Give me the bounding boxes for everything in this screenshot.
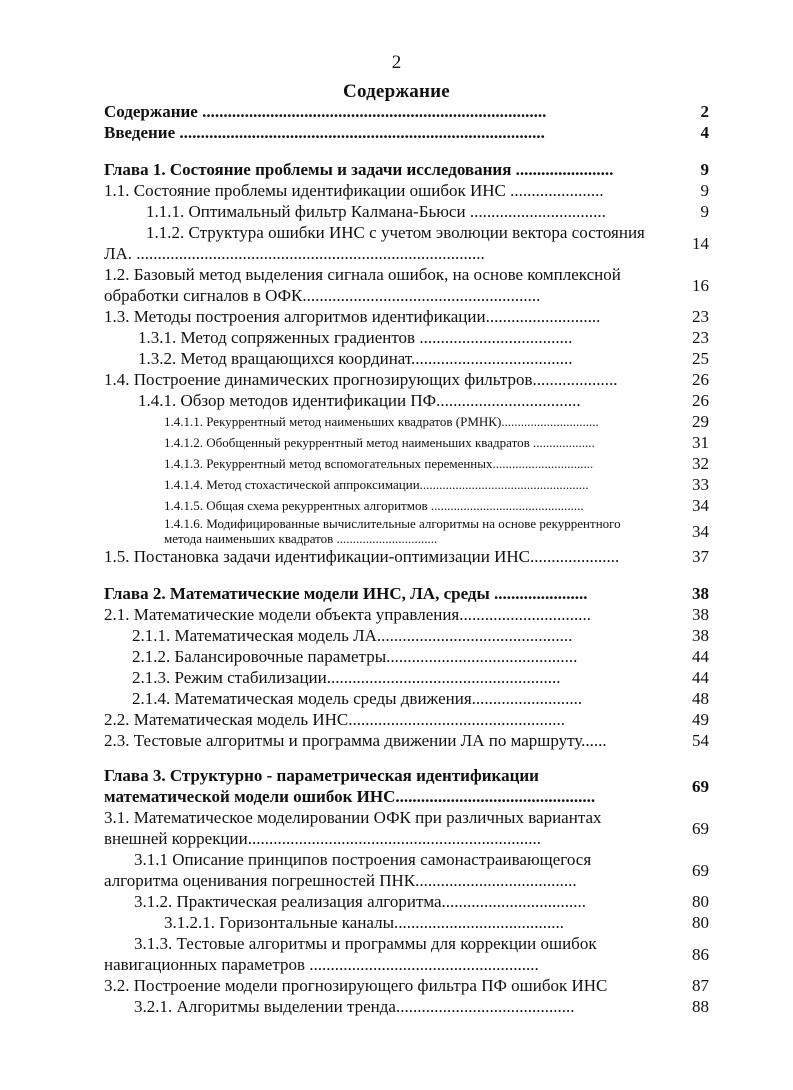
toc-entry-page: 34 [692, 521, 709, 541]
page-title: Содержание [343, 81, 450, 102]
page-number: 2 [391, 52, 402, 73]
toc-entry [104, 807, 709, 849]
toc-entry-title: 3.2. Построение модели прогнозирующего фильтра ПФ ошибок ИНС [104, 976, 608, 995]
toc-entry-title: 1.2. Базовый метод выделения сигнала ошибок, на основе комплексной обработки сигналов в ОФК........................................................ [104, 265, 621, 305]
toc-entry-page: 25 [692, 349, 709, 368]
toc-entry-title: 1.4.1.6. Модифицированные вычислительные алгоритмы на основе рекуррентного метода наименьших квадратов ............................... [164, 516, 621, 546]
toc-entry [104, 411, 709, 432]
toc-entry-page: 26 [692, 370, 709, 389]
toc-entry-title: 3.2.1. Алгоритмы выделении тренда.......................................... [134, 997, 575, 1016]
toc-entry-title: 1.5. Постановка задачи идентификации-оптимизации ИНС..................... [104, 547, 620, 566]
toc-entry [104, 546, 709, 567]
toc-entry-title: 2.1.2. Балансировочные параметры............................................. [132, 647, 578, 666]
toc-entry-page: 86 [692, 944, 709, 964]
toc-entry [104, 180, 709, 201]
toc-entry [104, 122, 709, 143]
toc-entry-title: 2.1.1. Математическая модель ЛА.............................................. [132, 626, 573, 645]
toc-entry-title: 1.3.2. Метод вращающихся координат...................................... [138, 349, 573, 368]
toc-entry [104, 306, 709, 327]
toc-entry [104, 516, 709, 546]
toc-entry-page: 54 [692, 731, 709, 750]
toc-entry [104, 849, 709, 891]
toc-entry-title: 3.1.3. Тестовые алгоритмы и программы для коррекции ошибок навигационных параметров ...................................................... [104, 934, 597, 974]
toc-entry-page: 44 [692, 647, 709, 666]
toc-entry-page: 80 [692, 913, 709, 932]
toc-entry [104, 933, 709, 975]
toc-entry-title: 2.1. Математические модели объекта управления............................... [104, 605, 591, 624]
toc-entry [104, 996, 709, 1017]
toc-entry-page: 33 [692, 475, 709, 494]
toc-entry [104, 975, 709, 996]
toc-entry-page: 32 [692, 454, 709, 473]
toc-entry [104, 495, 709, 516]
toc-entry-title: Глава 2. Математические модели ИНС, ЛА, среды ...................... [104, 584, 588, 603]
toc-entry-page: 87 [692, 976, 709, 995]
toc-entry [104, 912, 709, 933]
toc-entry-page: 29 [692, 412, 709, 431]
toc-entry-page: 37 [692, 547, 709, 566]
toc-entry-title: 1.4.1.5. Общая схема рекуррентных алгоритмов ............................................... [164, 498, 584, 513]
toc-entry-page: 88 [692, 997, 709, 1016]
toc-entry [104, 646, 709, 667]
toc-entry-title: 1.1.1. Оптимальный фильтр Калмана-Бьюси ................................ [146, 202, 606, 221]
toc-entry [104, 625, 709, 646]
toc-entry-page: 26 [692, 391, 709, 410]
toc-entry [104, 891, 709, 912]
toc-entry [104, 369, 709, 390]
toc-entry-title: 2.3. Тестовые алгоритмы и программа движении ЛА по маршруту...... [104, 731, 607, 750]
toc-entry-page: 9 [700, 202, 709, 221]
toc-entry-title: 1.3. Методы построения алгоритмов идентификации........................... [104, 307, 601, 326]
toc-entry-title: Глава 1. Состояние проблемы и задачи исследования ....................... [104, 160, 614, 179]
toc-entry-title: 1.4.1. Обзор методов идентификации ПФ.................................. [138, 391, 581, 410]
toc-entry-page: 14 [692, 233, 709, 253]
toc-entry-page: 80 [692, 892, 709, 911]
toc-entry-page: 4 [700, 123, 709, 142]
toc-entry-page: 48 [692, 689, 709, 708]
toc-entry-page: 69 [692, 860, 709, 880]
toc-entry [104, 730, 709, 751]
toc-entry [104, 709, 709, 730]
toc-entry-title: 1.4.1.1. Рекуррентный метод наименьших квадратов (РМНК).............................. [164, 414, 599, 429]
toc-entry-title: Глава 3. Структурно - параметрическая идентификации математической модели ошибок ИНС............................................... [104, 766, 596, 806]
toc-entry-page: 38 [692, 584, 709, 603]
toc-entry-page: 38 [692, 605, 709, 624]
toc-entry [104, 159, 709, 180]
toc-entry [104, 667, 709, 688]
toc-entry [104, 222, 709, 264]
toc-entry [104, 688, 709, 709]
toc-entry-page: 31 [692, 433, 709, 452]
toc-entry [104, 474, 709, 495]
toc-entry-page: 69 [692, 818, 709, 838]
toc-entry-title: 2.1.3. Режим стабилизации....................................................... [132, 668, 561, 687]
toc-entry-page: 38 [692, 626, 709, 645]
toc-entry [104, 101, 709, 122]
toc-entry-title: 1.1. Состояние проблемы идентификации ошибок ИНС ...................... [104, 181, 604, 200]
toc-entry-title: 2.1.4. Математическая модель среды движения.......................... [132, 689, 583, 708]
table-of-contents [104, 101, 709, 1017]
toc-entry-title: 1.4.1.2. Обобщенный рекуррентный метод наименьших квадратов ................... [164, 435, 595, 450]
toc-entry [104, 348, 709, 369]
toc-entry-title: 1.4.1.4. Метод стохастической аппроксимации.................................................... [164, 477, 589, 492]
toc-entry [104, 201, 709, 222]
toc-entry-title: 3.1.2.1. Горизонтальные каналы........................................ [164, 913, 565, 932]
toc-entry-title: 2.2. Математическая модель ИНС................................................... [104, 710, 565, 729]
toc-entry-page: 9 [700, 160, 709, 179]
toc-entry-title: 1.4. Построение динамических прогнозирующих фильтров.................... [104, 370, 618, 389]
toc-entry-page: 16 [692, 275, 709, 295]
toc-entry-page: 49 [692, 710, 709, 729]
toc-entry-title: 3.1.1 Описание принципов построения самонастраивающегося алгоритма оценивания погрешностей ПНК...................................... [104, 850, 592, 890]
toc-entry-title: 1.3.1. Метод сопряженных градиентов .................................... [138, 328, 573, 347]
toc-entry-page: 23 [692, 307, 709, 326]
toc-entry-page: 23 [692, 328, 709, 347]
toc-entry [104, 583, 709, 604]
toc-entry [104, 327, 709, 348]
toc-entry-page: 2 [700, 102, 709, 121]
toc-entry-title: Введение ...................................................................................... [104, 123, 545, 142]
toc-entry-page: 9 [700, 181, 709, 200]
toc-entry-page: 69 [692, 776, 709, 796]
toc-entry-title: 1.4.1.3. Рекуррентный метод вспомогательных переменных............................... [164, 456, 594, 471]
toc-entry [104, 604, 709, 625]
toc-entry-page: 34 [692, 496, 709, 515]
toc-entry-page: 44 [692, 668, 709, 687]
toc-entry [104, 765, 709, 807]
toc-entry [104, 432, 709, 453]
toc-entry [104, 453, 709, 474]
toc-entry-title: 3.1.2. Практическая реализация алгоритма.................................. [134, 892, 587, 911]
toc-entry-title: Содержание ................................................................................. [104, 102, 547, 121]
toc-entry [104, 264, 709, 306]
toc-entry-title: 3.1. Математическое моделировании ОФК при различных вариантах внешней коррекции..................................................................... [104, 808, 602, 848]
toc-entry-title: 1.1.2. Структура ошибки ИНС с учетом эволюции вектора состояния ЛА. .................................................................................. [104, 223, 645, 263]
toc-entry [104, 390, 709, 411]
